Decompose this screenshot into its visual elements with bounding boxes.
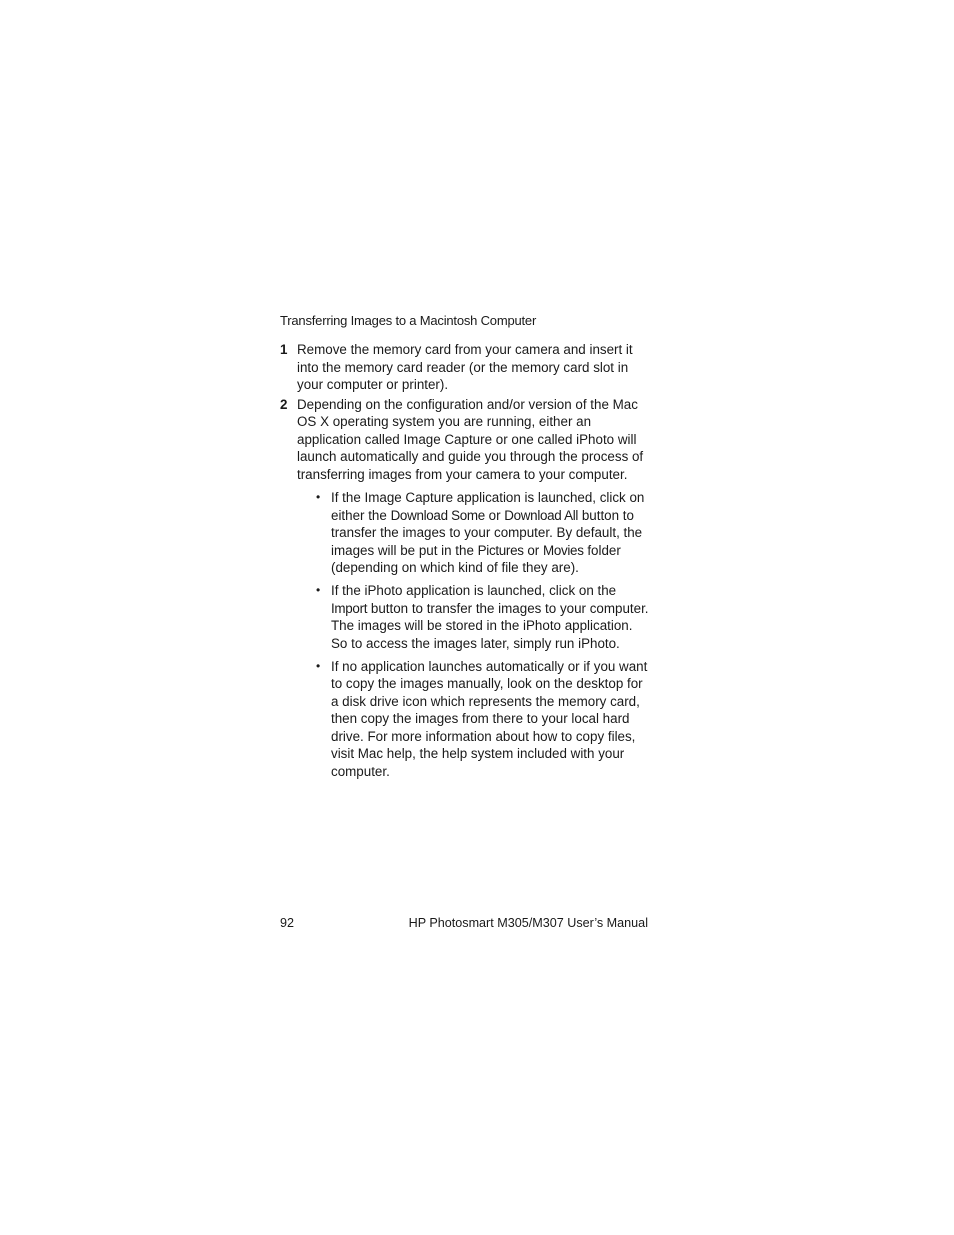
section-title: Transferring Images to a Macintosh Computer xyxy=(280,313,537,328)
bullet-text: folder (depending on which kind of file they are). xyxy=(331,542,621,575)
step-text: Depending on the configuration and/or version of the Mac OS X operating system you are running, either an application called Image Capture or one called iPhoto will launch automatically and guide you through the process of transferring images from your camera to your computer. xyxy=(297,396,644,482)
step-number: 1 xyxy=(280,342,288,357)
bullet-dot: • xyxy=(316,490,321,504)
bullet-text: or xyxy=(523,542,543,558)
bullet-text: If the Image Capture application is launched, click on either the xyxy=(331,490,645,523)
manual-title: HP Photosmart M305/M307 User’s Manual xyxy=(408,916,648,930)
bullet-text: or xyxy=(484,507,505,523)
bullet-list xyxy=(297,489,650,780)
bullet-text: button to transfer the images to your computer. The images will be stored in the iPhoto application. So to access the images later, simply run iPhoto. xyxy=(331,600,649,651)
bullet-text: button to transfer the images to your computer. By default, the images will be put in the xyxy=(331,507,643,558)
bullet-dot: • xyxy=(316,658,321,673)
page-number: 92 xyxy=(280,916,295,930)
ui-term-download-all: Download All xyxy=(504,507,579,523)
page-content xyxy=(280,312,650,786)
bullet-item-image-capture xyxy=(297,489,650,577)
bullet-text: If no application launches automatically or if you want to copy the images manually, look on the desktop for a disk drive icon which represents the memory card, then copy the images from there to your local hard drive. For more information about how to copy files, visit Mac help, the help system included with your computer. xyxy=(331,658,648,779)
bullet-item-iphoto xyxy=(297,582,650,652)
step-number: 2 xyxy=(280,396,288,412)
ui-term-movies: Movies xyxy=(542,542,584,558)
bullet-item-manual-copy xyxy=(297,658,650,781)
ui-term-download-some: Download Some xyxy=(390,507,485,523)
ui-term-pictures: Pictures xyxy=(477,542,524,558)
step-1 xyxy=(280,341,650,394)
step-2 xyxy=(280,396,650,781)
bullet-dot: • xyxy=(316,583,321,597)
bullet-text: If the iPhoto application is launched, click on the xyxy=(331,583,617,598)
ui-term-import: Import xyxy=(331,600,368,616)
step-text: Remove the memory card from your camera and insert it into the memory card reader (or the memory card slot in your computer or printer). xyxy=(297,342,633,392)
